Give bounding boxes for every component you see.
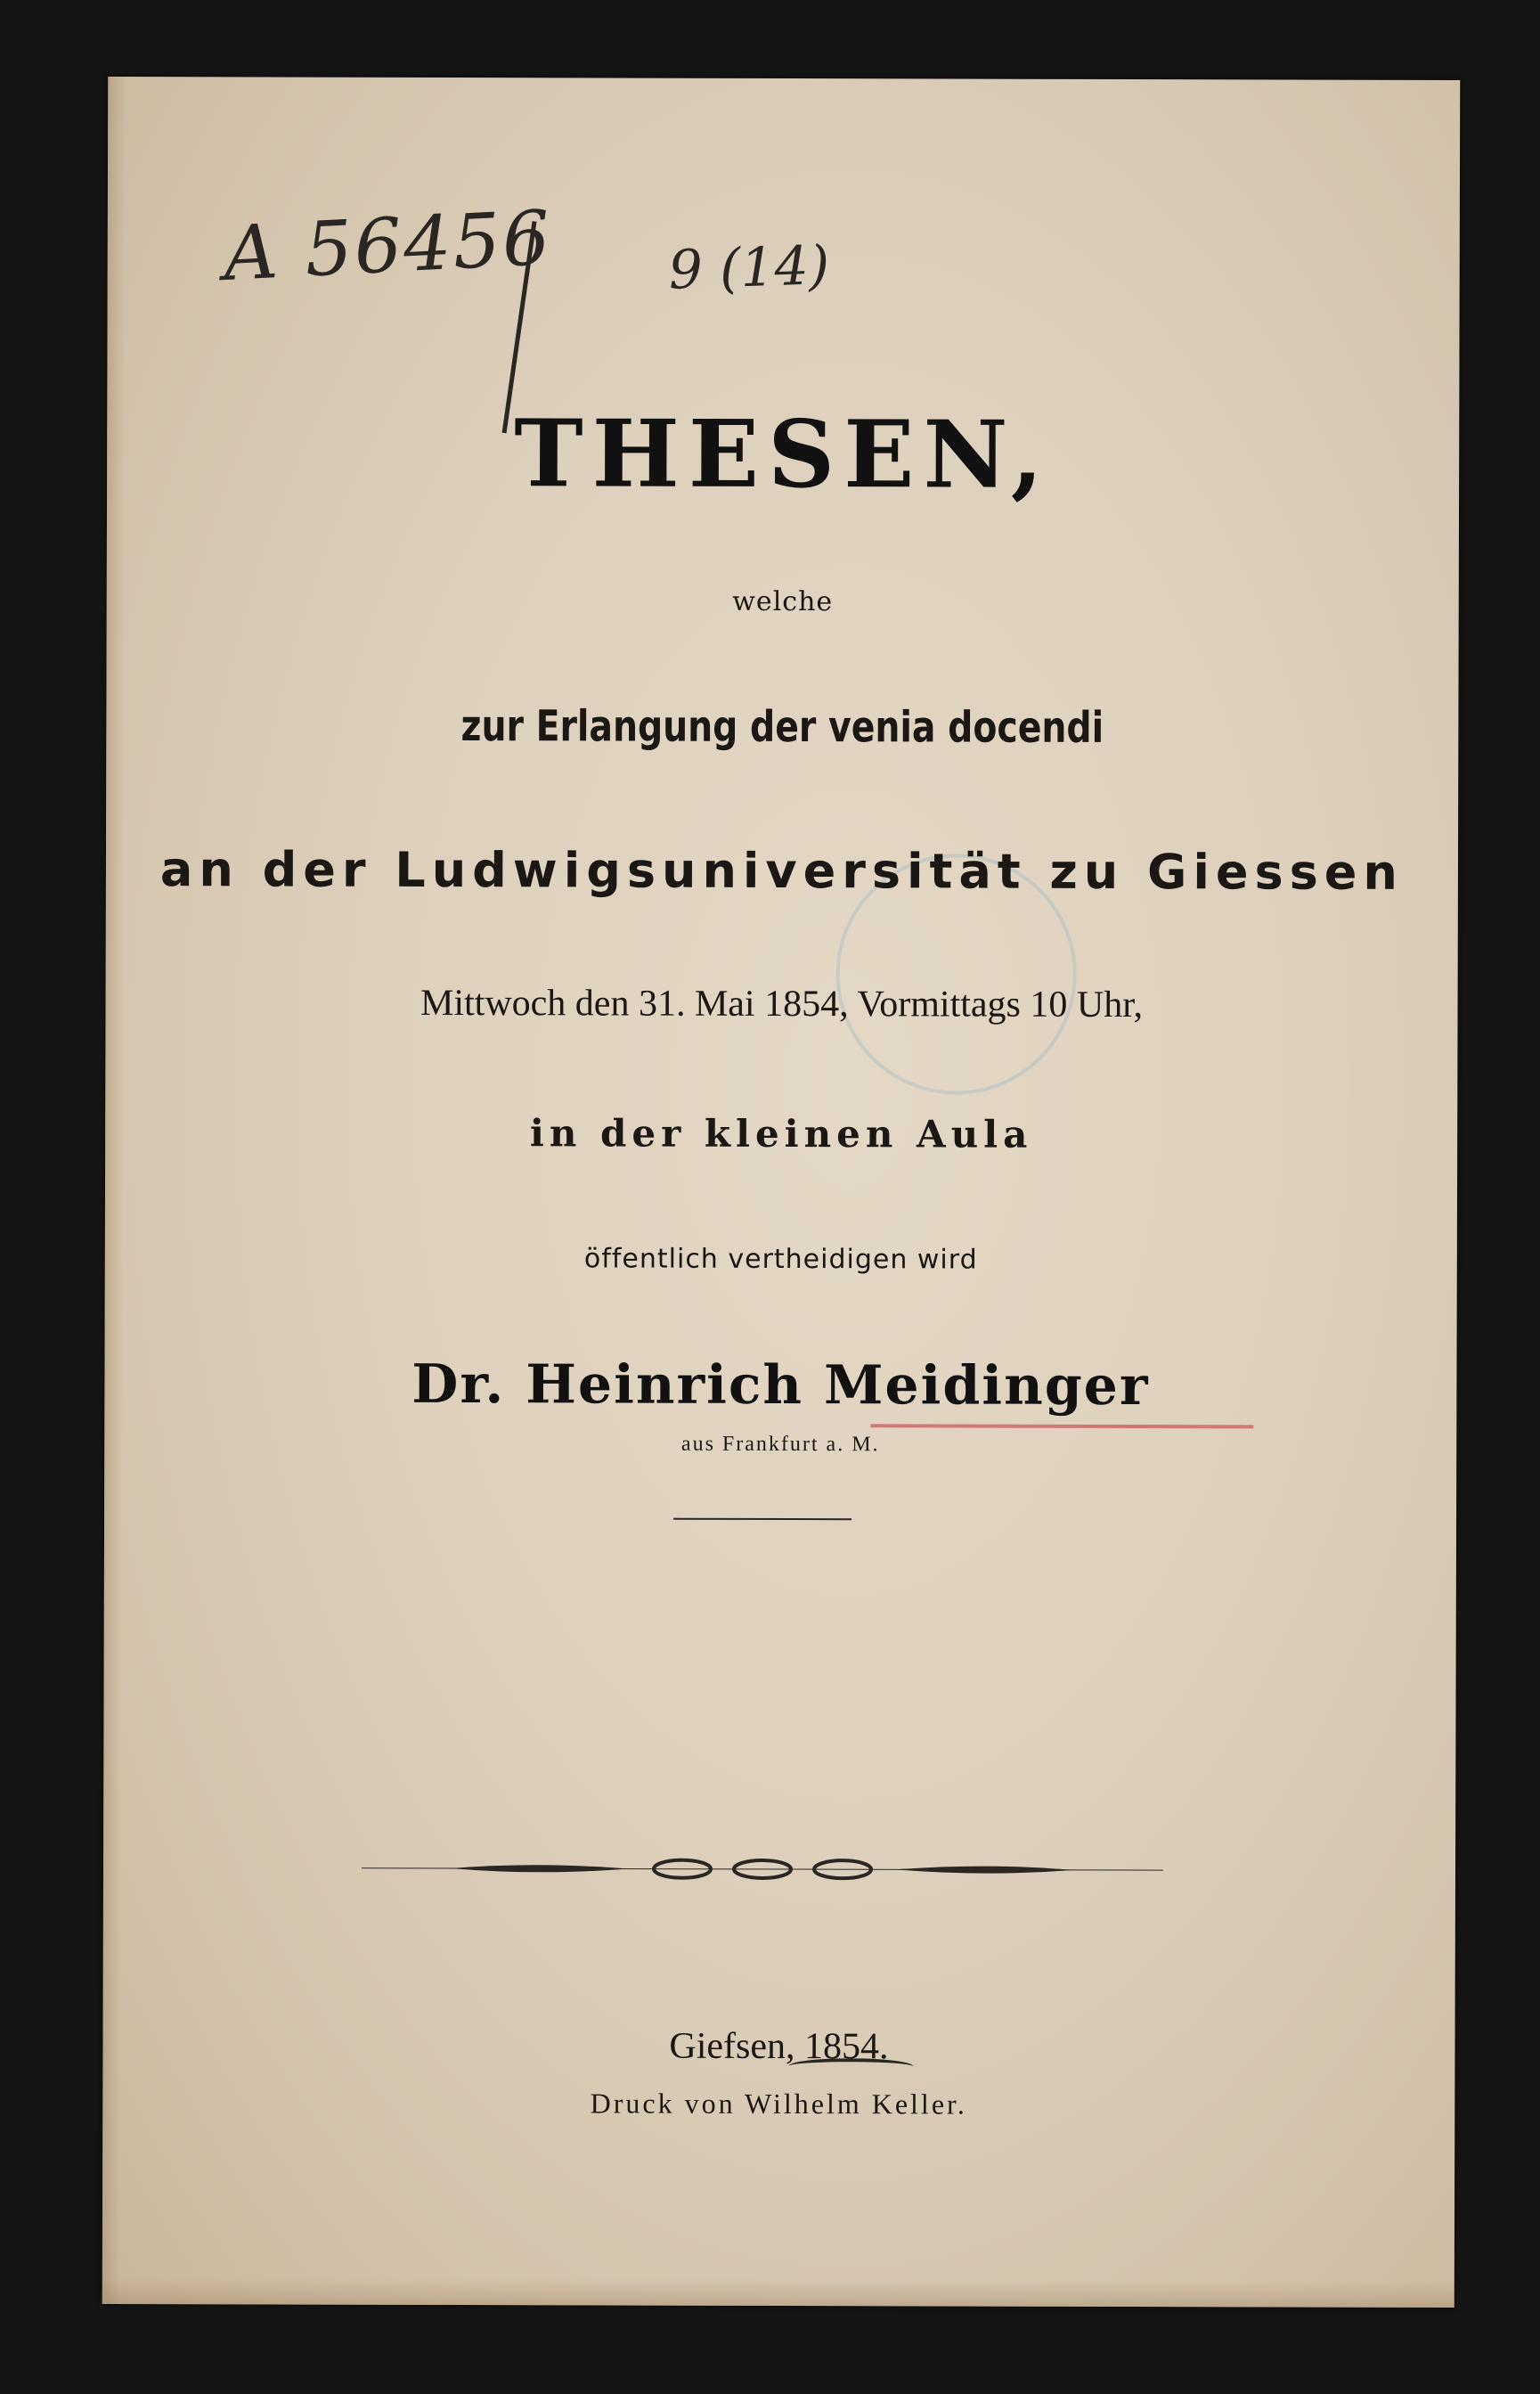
line-date: Mittwoch den 31. Mai 1854, Vormittags 10 Uhr, — [420, 982, 1144, 1026]
handwritten-shelfmark-sub: 9 (14) — [667, 234, 831, 302]
line-venue: in der kleinen Aula — [529, 1111, 1033, 1156]
short-rule — [673, 1518, 851, 1521]
imprint-place-year: Giefsen, 1854. — [669, 2025, 889, 2068]
author-origin: aus Frankfurt a. M. — [680, 1432, 880, 1457]
red-pencil-underline — [870, 1424, 1253, 1428]
line-purpose: zur Erlangung der venia docendi — [460, 701, 1104, 753]
page-edge-shadow-bottom — [102, 2277, 1454, 2308]
pencil-underline — [788, 2058, 913, 2074]
author-name: Dr. Heinrich Meidinger — [411, 1352, 1150, 1418]
handwritten-shelfmark: A 56456 — [221, 193, 554, 298]
page-title: THESEN, — [514, 398, 1053, 510]
ornamental-rule — [362, 1846, 1163, 1892]
line-university: an der Ludwigsuniversität zu Giessen — [159, 841, 1404, 901]
imprint-printer: Druck von Wilhelm Keller. — [590, 2087, 967, 2120]
title-page — [102, 77, 1461, 2308]
line-welche: welche — [732, 585, 834, 618]
line-defend: öffentlich vertheidigen wird — [583, 1243, 978, 1276]
